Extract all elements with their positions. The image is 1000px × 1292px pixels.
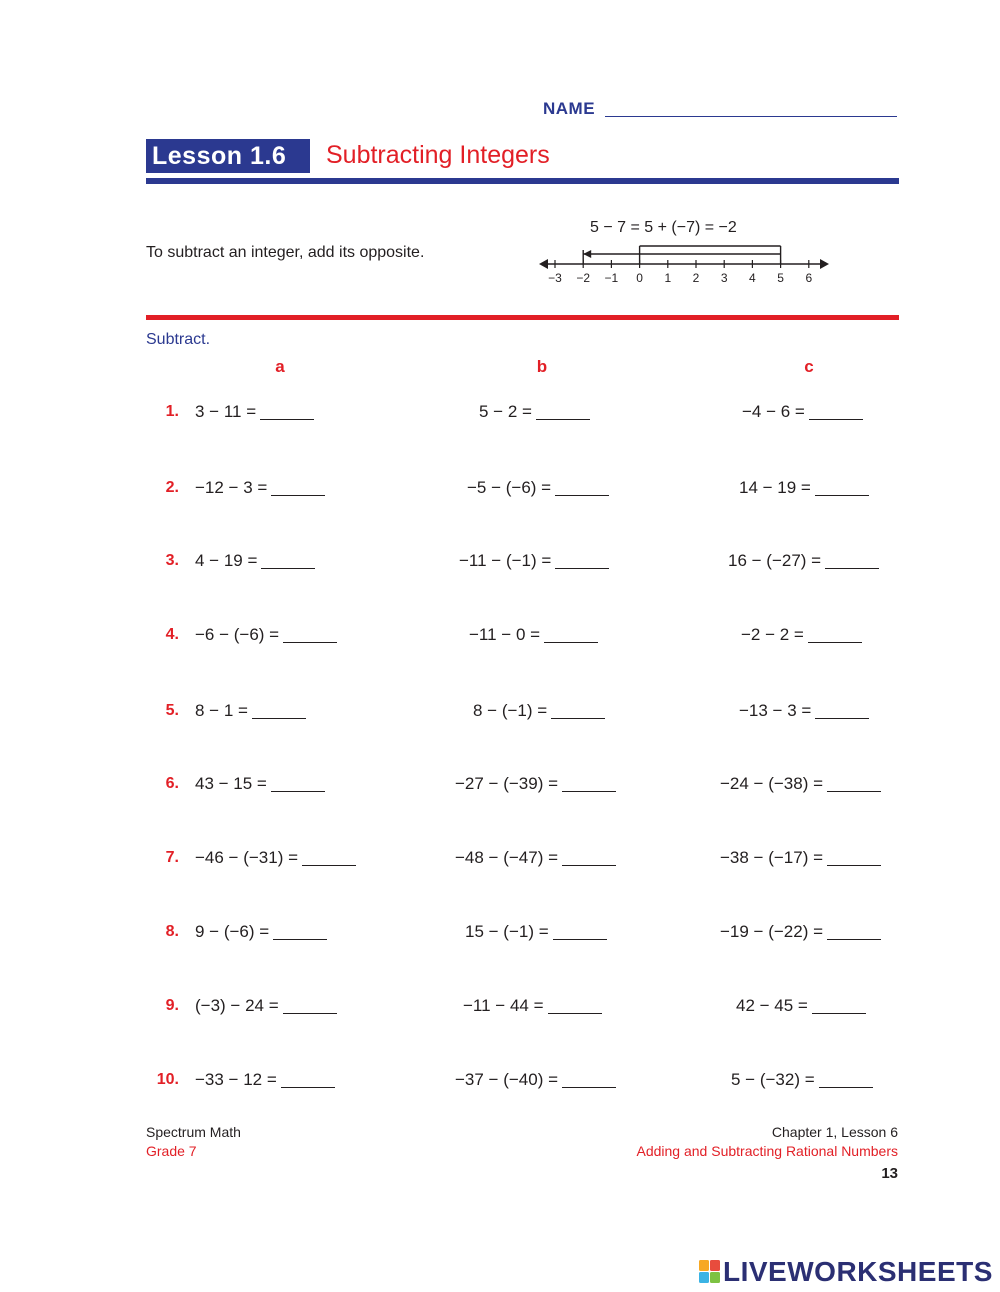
logo-square <box>699 1272 709 1283</box>
problem-9a: (−3) − 24 = <box>195 996 337 1016</box>
answer-blank[interactable] <box>271 790 325 792</box>
problem-number: 1. <box>165 403 179 420</box>
problem-8c: −19 − (−22) = <box>720 922 881 942</box>
answer-blank[interactable] <box>252 717 306 719</box>
answer-blank[interactable] <box>553 938 607 940</box>
problem-number: 8. <box>165 923 179 940</box>
problem-2b: −5 − (−6) = <box>467 478 609 498</box>
rule-text: To subtract an integer, add its opposite. <box>146 244 425 261</box>
problem-3c: 16 − (−27) = <box>728 551 879 571</box>
problem-9b: −11 − 44 = <box>463 996 602 1016</box>
answer-blank[interactable] <box>548 1012 602 1014</box>
problem-2c: 14 − 19 = <box>739 478 869 498</box>
name-label: NAME <box>543 99 596 118</box>
answer-blank[interactable] <box>815 494 869 496</box>
number-line-tick-label: −1 <box>604 271 619 285</box>
instruction: Subtract. <box>146 331 211 348</box>
answer-blank[interactable] <box>562 790 616 792</box>
number-line-left-arrowhead <box>539 259 548 269</box>
answer-blank[interactable] <box>825 567 879 569</box>
problem-number: 3. <box>165 552 179 569</box>
problem-1b: 5 − 2 = <box>479 402 590 422</box>
answer-blank[interactable] <box>302 864 356 866</box>
answer-blank[interactable] <box>281 1086 335 1088</box>
problem-2a: −12 − 3 = <box>195 478 325 498</box>
answer-blank[interactable] <box>271 494 325 496</box>
answer-blank[interactable] <box>819 1086 873 1088</box>
answer-blank[interactable] <box>827 938 881 940</box>
problem-10c: 5 − (−32) = <box>731 1070 873 1090</box>
number-line-right-arrowhead <box>820 259 829 269</box>
answer-blank[interactable] <box>551 717 605 719</box>
column-header-c: c <box>804 357 814 376</box>
footer-chapter-title: Adding and Subtracting Rational Numbers <box>636 1143 898 1159</box>
problem-6a: 43 − 15 = <box>195 774 325 794</box>
problem-number: 7. <box>165 849 179 866</box>
answer-blank[interactable] <box>562 864 616 866</box>
number-line-tick-label: 2 <box>692 271 700 285</box>
number-line-tick-label: 3 <box>720 271 728 285</box>
answer-blank[interactable] <box>283 1012 337 1014</box>
logo-square <box>710 1272 720 1283</box>
example-equation: 5 − 7 = 5 + (−7) = −2 <box>590 219 737 236</box>
column-header-a: a <box>275 357 285 376</box>
lesson-title: Subtracting Integers <box>326 141 550 169</box>
lesson-label: Lesson 1.6 <box>152 142 287 170</box>
answer-blank[interactable] <box>808 641 862 643</box>
problem-7a: −46 − (−31) = <box>195 848 356 868</box>
problem-4b: −11 − 0 = <box>469 625 598 645</box>
number-line-tick-label: 4 <box>749 271 756 285</box>
problem-number: 6. <box>165 775 179 792</box>
number-line-tick-label: 5 <box>777 271 784 285</box>
answer-blank[interactable] <box>827 790 881 792</box>
answer-blank[interactable] <box>273 938 327 940</box>
problem-number: 4. <box>165 626 179 643</box>
problem-5b: 8 − (−1) = <box>473 701 605 721</box>
logo-square <box>699 1260 709 1271</box>
problem-3a: 4 − 19 = <box>195 551 315 571</box>
problem-4a: −6 − (−6) = <box>195 625 337 645</box>
problem-8b: 15 − (−1) = <box>465 922 607 942</box>
footer-grade: Grade 7 <box>146 1143 197 1159</box>
answer-blank[interactable] <box>815 717 869 719</box>
number-line <box>535 240 835 290</box>
header-divider <box>146 178 899 184</box>
footer-publisher: Spectrum Math <box>146 1124 241 1140</box>
answer-blank[interactable] <box>283 641 337 643</box>
number-line-tick-label: 6 <box>805 271 813 285</box>
problem-number: 9. <box>165 997 179 1014</box>
problem-number: 10. <box>156 1071 179 1088</box>
problem-number: 5. <box>165 702 179 719</box>
problem-number: 2. <box>165 479 179 496</box>
answer-blank[interactable] <box>555 494 609 496</box>
number-line-tick-label: 0 <box>636 271 643 285</box>
number-line-tick-label: 1 <box>664 271 672 285</box>
answer-blank[interactable] <box>261 567 315 569</box>
problem-10a: −33 − 12 = <box>195 1070 335 1090</box>
example-arrowhead <box>583 250 591 258</box>
answer-blank[interactable] <box>812 1012 866 1014</box>
problem-1a: 3 − 11 = <box>195 402 314 422</box>
problem-5c: −13 − 3 = <box>739 701 869 721</box>
problem-10b: −37 − (−40) = <box>455 1070 616 1090</box>
problem-9c: 42 − 45 = <box>736 996 866 1016</box>
problem-4c: −2 − 2 = <box>741 625 862 645</box>
problem-7b: −48 − (−47) = <box>455 848 616 868</box>
answer-blank[interactable] <box>827 864 881 866</box>
name-input-line[interactable] <box>605 116 897 117</box>
answer-blank[interactable] <box>809 418 863 420</box>
problem-8a: 9 − (−6) = <box>195 922 327 942</box>
column-header-b: b <box>536 357 548 376</box>
liveworksheets-logo-icon <box>699 1260 721 1284</box>
number-line-tick-label: −3 <box>548 271 562 285</box>
problem-7c: −38 − (−17) = <box>720 848 881 868</box>
answer-blank[interactable] <box>555 567 609 569</box>
answer-blank[interactable] <box>536 418 590 420</box>
problem-1c: −4 − 6 = <box>742 402 863 422</box>
problem-3b: −11 − (−1) = <box>459 551 609 571</box>
watermark-text: LIVEWORKSHEETS <box>723 1256 993 1287</box>
problem-5a: 8 − 1 = <box>195 701 306 721</box>
answer-blank[interactable] <box>260 418 314 420</box>
logo-square <box>710 1260 720 1271</box>
footer-chapter: Chapter 1, Lesson 6 <box>771 1124 898 1140</box>
section-divider <box>146 315 899 320</box>
problem-6b: −27 − (−39) = <box>455 774 616 794</box>
number-line-tick-label: −2 <box>576 271 591 285</box>
page-number: 13 <box>881 1165 898 1182</box>
answer-blank[interactable] <box>544 641 598 643</box>
answer-blank[interactable] <box>562 1086 616 1088</box>
problem-6c: −24 − (−38) = <box>720 774 881 794</box>
